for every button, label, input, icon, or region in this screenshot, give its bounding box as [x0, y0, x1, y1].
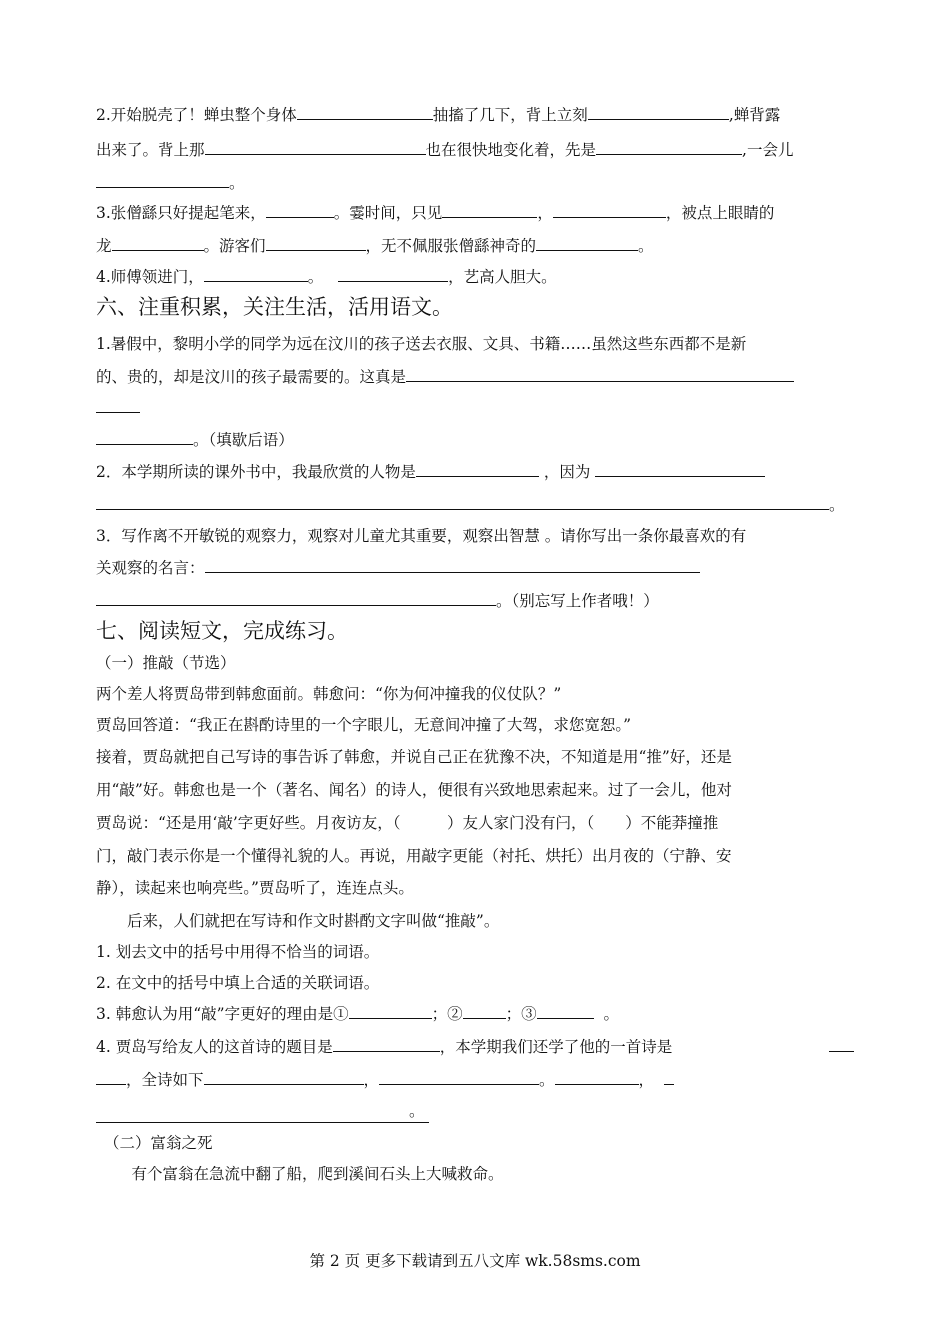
blank[interactable]: [96, 1069, 126, 1085]
q5-item3-line1: 3.张僧繇只好提起笔来， 。霎时间，只见 ， ，被点上眼睛的: [96, 204, 775, 222]
page-footer: 第 2 页 更多下载请到五八文库 wk.58sms.com: [309, 1252, 641, 1270]
q5-item2-line1: 2.开始脱壳了！蝉虫整个身体 抽搐了几下，背上立刻 ,蝉背露: [96, 106, 781, 124]
blank[interactable]: [297, 104, 433, 120]
blank[interactable]: [588, 104, 729, 120]
passage-1-line: 贾岛说：“还是用‘敲’字更好些。月夜访友，（ ）友人家门没有闩，（ ）不能莽撞推: [96, 814, 719, 832]
section-7-heading: 七、阅读短文，完成练习。: [96, 619, 348, 643]
s6-q1-line3: [96, 397, 140, 419]
blank[interactable]: [555, 1069, 639, 1085]
blank[interactable]: 。: [96, 1100, 429, 1123]
passage-1-line: 后来，人们就把在写诗和作文时斟酌文字叫做“推敲”。: [96, 912, 500, 930]
s7-q4-line2: ，全诗如下 ， 。 ，: [96, 1069, 674, 1091]
q5-item2-line3: 。: [96, 172, 245, 194]
blank[interactable]: [112, 235, 204, 251]
passage-1-line: 静），读起来也响亮些。”贾岛听了，连连点头。: [96, 879, 414, 897]
passage-1-line: 用“敲”好。韩愈也是一个（著名、闻名）的诗人，便很有兴致地思索起来。过了一会儿，他对: [96, 781, 732, 799]
blank[interactable]: [205, 139, 426, 155]
passage-1-line: 接着，贾岛就把自己写诗的事告诉了韩愈，并说自己正在犹豫不决，不知道是用“推”好，还是: [96, 748, 732, 766]
blank[interactable]: [829, 1036, 854, 1052]
blank[interactable]: [349, 1003, 432, 1019]
passage-2-line: 有个富翁在急流中翻了船，爬到溪间石头上大喊救命。: [116, 1165, 504, 1183]
s7-q4-line1: 4. 贾岛写给友人的这首诗的题目是 ，本学期我们还学了他的一首诗是: [96, 1038, 673, 1056]
passage-1-line: 门，敲门表示你是一个懂得礼貌的人。再说，用敲字更能（衬托、烘托）出月夜的（宁静、安: [96, 847, 732, 865]
q5-item2-line2: 出来了。背上那 也在很快地变化着，先是 ,一会儿: [96, 141, 794, 159]
blank[interactable]: [338, 266, 448, 282]
s7-q4-line3: [96, 1100, 429, 1123]
s6-q1-line4: 。（填歇后语）: [96, 429, 294, 451]
passage-1-line: 两个差人将贾岛带到韩愈面前。韩愈问：“你为何冲撞我的仪仗队？”: [96, 685, 562, 703]
s6-q1-line1: 1.暑假中，黎明小学的同学为远在汶川的孩子送去衣服、文具、书籍……虽然这些东西都不是新: [96, 335, 747, 353]
s6-q3-line1: 3．写作离不开敏锐的观察力，观察对儿童尤其重要，观察出智慧 。请你写出一条你最喜欢的有: [96, 527, 747, 545]
blank[interactable]: [379, 1069, 539, 1085]
blank[interactable]: [96, 429, 193, 445]
passage-1-line: 贾岛回答道：“我正在斟酌诗里的一个字眼儿，无意间冲撞了大驾，求您宽恕。”: [96, 716, 632, 734]
blank[interactable]: [596, 139, 742, 155]
s7-q3: 3. 韩愈认为用“敲”字更好的理由是① ；② ；③ 。: [96, 1005, 619, 1023]
blank[interactable]: [664, 1069, 674, 1085]
blank[interactable]: [537, 1003, 594, 1019]
blank[interactable]: [204, 1069, 364, 1085]
s6-q3-line3: 。（别忘写上作者哦！）: [96, 590, 659, 612]
blank[interactable]: [595, 461, 765, 477]
s7-q2: 2. 在文中的括号中填上合适的关联词语。: [96, 974, 380, 992]
blank[interactable]: [406, 366, 794, 382]
blank[interactable]: [266, 202, 334, 218]
blank[interactable]: [463, 1003, 506, 1019]
blank[interactable]: [96, 172, 229, 188]
blank[interactable]: [333, 1036, 440, 1052]
s7-q1: 1. 划去文中的括号中用得不恰当的词语。: [96, 943, 380, 961]
s6-q1-line2: 的、贵的，却是汶川的孩子最需要的。这真是: [96, 366, 794, 388]
blank[interactable]: [266, 235, 366, 251]
blank[interactable]: [536, 235, 638, 251]
section-6-heading: 六、注重积累，关注生活，活用语文。: [96, 295, 453, 319]
blank[interactable]: [442, 202, 537, 218]
s7-q4-tail-blank: [829, 1036, 854, 1058]
blank[interactable]: [553, 202, 666, 218]
s6-q2-line2: 。: [96, 494, 845, 516]
q5-item3-line2: 龙 。游客们 ，无不佩服张僧繇神奇的 。: [96, 237, 654, 255]
s6-q3-line2: 关观察的名言：: [96, 557, 700, 579]
s6-q2-line1: 2．本学期所读的课外书中，我最欣赏的人物是 ，因为: [96, 461, 765, 483]
q5-item4: 4.师傅领进门， 。 ，艺高人胆大。: [96, 268, 557, 286]
passage-1-title: （一）推敲（节选）: [96, 654, 236, 672]
blank[interactable]: [416, 461, 539, 477]
blank[interactable]: [96, 397, 140, 413]
passage-2-title: （二）富翁之死: [104, 1134, 213, 1152]
blank[interactable]: [204, 266, 308, 282]
blank[interactable]: [205, 557, 700, 573]
blank[interactable]: [96, 494, 829, 510]
blank[interactable]: [96, 590, 496, 606]
